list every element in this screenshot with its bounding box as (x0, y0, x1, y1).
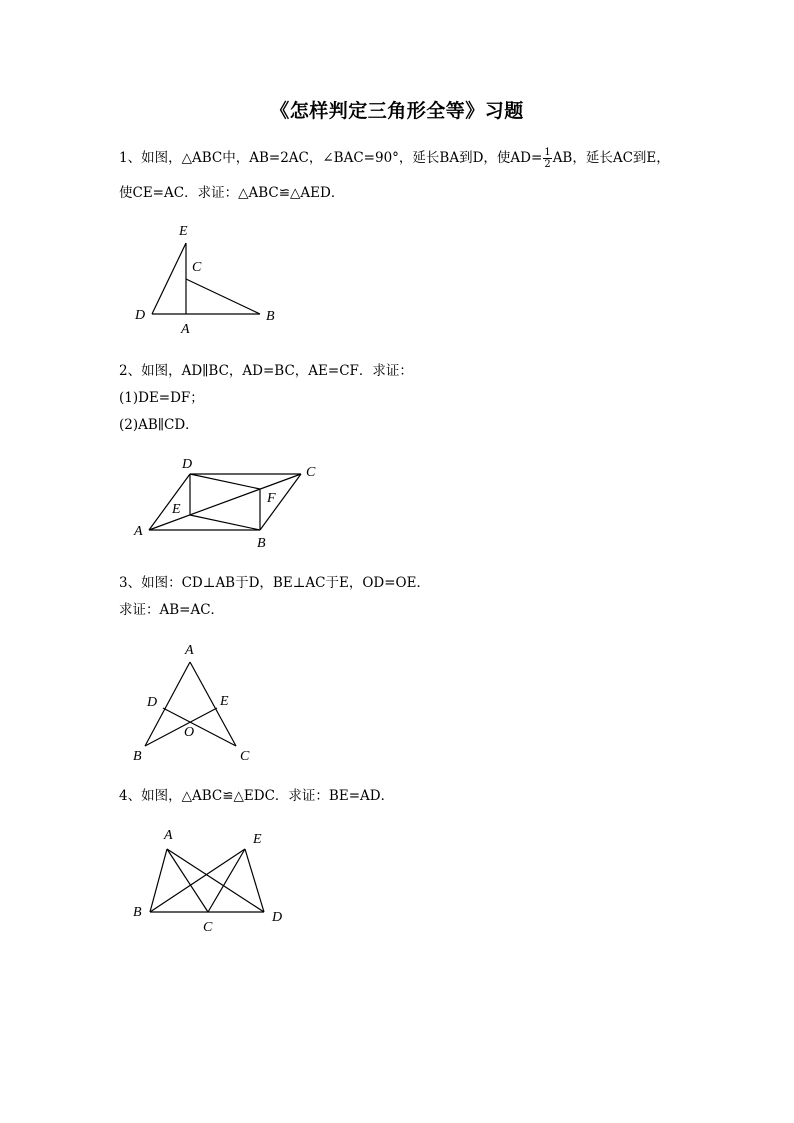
segment-EC (208, 849, 245, 912)
label-C: C (240, 749, 250, 764)
segment-AD (149, 474, 190, 530)
figure-3 (133, 643, 250, 764)
label-A: A (181, 322, 190, 337)
label-D: D (147, 695, 158, 710)
label-A: A (185, 643, 194, 658)
problem-1-text-before: 1、如图，△ABC中，AB=2AC，∠BAC=90°，延长BA到D，使AD= (119, 150, 543, 166)
label-C: C (306, 465, 316, 480)
label-D: D (272, 910, 283, 925)
segment-CB (186, 279, 260, 314)
label-D: D (135, 308, 146, 323)
problem-1-line-2: 使CE=AC．求证：△ABC≌△AED． (119, 185, 345, 201)
page-title: 《怎样判定三角形全等》习题 (270, 100, 524, 122)
label-E: E (253, 832, 262, 847)
segment-DE (245, 849, 264, 912)
fraction-denominator: 2 (544, 159, 551, 170)
segment-DE (152, 243, 186, 314)
label-B: B (133, 749, 142, 764)
label-E: E (179, 224, 188, 239)
label-B: B (266, 309, 275, 324)
label-E: E (172, 502, 181, 517)
label-D: D (182, 457, 193, 472)
segment-DF (190, 474, 260, 489)
problem-2-line-1: 2、如图，AD∥BC，AD=BC，AE=CF．求证： (119, 363, 413, 379)
problem-2-line-2: (1)DE=DF； (119, 390, 204, 406)
problem-1-text-after: AB，延长AC到E， (552, 150, 670, 166)
label-F: F (267, 491, 276, 506)
label-E: E (220, 694, 229, 709)
label-A: A (164, 828, 173, 843)
fraction-numerator: 1 (544, 147, 551, 158)
segment-AC (167, 849, 208, 912)
label-B: B (257, 536, 266, 551)
label-C: C (192, 260, 202, 275)
label-C: C (203, 920, 213, 935)
label-B: B (133, 905, 142, 920)
figure-2 (133, 457, 316, 551)
problem-4-line-1: 4、如图，△ABC≌△EDC．求证：BE=AD． (119, 788, 395, 804)
figure-1 (134, 224, 275, 337)
figure-4 (133, 828, 282, 935)
label-O: O (184, 725, 195, 740)
problem-2-line-3: (2)AB∥CD． (119, 417, 199, 433)
label-A: A (134, 524, 143, 539)
problem-3-line-1: 3、如图：CD⊥AB于D，BE⊥AC于E，OD=OE． (119, 575, 430, 591)
segment-AD (167, 849, 264, 912)
segment-EB (190, 515, 260, 530)
problem-3-line-2: 求证：AB=AC． (119, 602, 225, 618)
